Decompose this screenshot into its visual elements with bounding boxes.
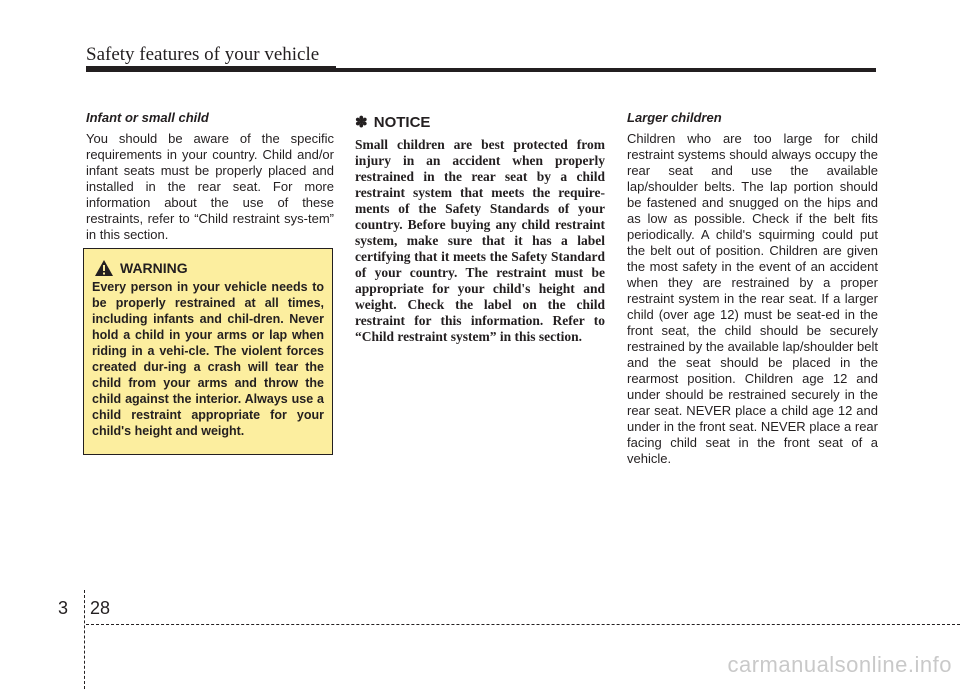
middle-column	[355, 110, 605, 345]
notice-body: Small children are best protected from injury in an accident when properly restrained in the rear seat by a child restraint system that meets the require-ments of the Safety Standards of your country. Before buying any child restraint system, make sure that it has a label certifying that it meets the Safety Standard of your country. The restraint must be appropriate for your child's height and weight. Check the label on the child restraint for this information. Refer to “Child restraint system” in this section.	[355, 137, 605, 344]
chapter-number: 3	[58, 598, 69, 618]
footer-vertical-rule	[84, 590, 85, 689]
notice-star-icon: ✽	[355, 114, 368, 131]
warning-triangle-icon	[94, 259, 114, 277]
warning-box	[83, 248, 333, 455]
footer-rule	[86, 624, 960, 625]
header-rule	[86, 68, 876, 72]
page-number: 28	[90, 598, 111, 618]
left-column	[86, 110, 334, 243]
warning-header	[94, 259, 324, 277]
page-header-title: Safety features of your vehicle	[86, 44, 320, 65]
warning-title: WARNING	[120, 260, 188, 276]
section-body-infant: You should be aware of the specific requirements in your country. Child and/or infant seats must be properly placed and installed in the rear seat. For more information about the use of these restraints, refer to “Child restraint sys-tem” in this section.	[86, 131, 334, 242]
section-body-larger: Children who are too large for child restraint systems should always occupy the rear seat and use the available lap/shoulder belts. The lap portion should be fastened and snugged on the hips and as low as possible. Check if the belt fits periodically. A child's squirming could put the belt out of position. Children are given the most safety in the event of an accident when they are restrained by a proper restraint system in the rear seat. If a larger child (over age 12) must be seat-ed in the front seat, the child should be securely restrained by the available lap/shoulder belt and the seat should be placed in the rearmost position. Children age 12 and under should be restrained securely in the rear seat. NEVER place a child age 12 and under in the front seat. NEVER place a rear facing child seat in the front seat of a vehicle.	[627, 131, 878, 466]
warning-body: Every person in your vehicle needs to be properly restrained at all times, including infants and chil-dren. Never hold a child in your arms or lap when riding in a vehi-cle. The violent forces created dur-ing a crash will tear the child from your arms and throw the child against the interior. Always use a child restraint appropriate for your child's height and weight.	[92, 280, 324, 438]
notice-title: NOTICE	[373, 114, 431, 131]
watermark-text: carmanualsonline.info	[727, 652, 952, 677]
section-heading-infant: Infant or small child	[86, 110, 209, 125]
notice-header	[355, 113, 605, 131]
right-column	[627, 110, 878, 467]
section-heading-larger: Larger children	[627, 110, 722, 125]
